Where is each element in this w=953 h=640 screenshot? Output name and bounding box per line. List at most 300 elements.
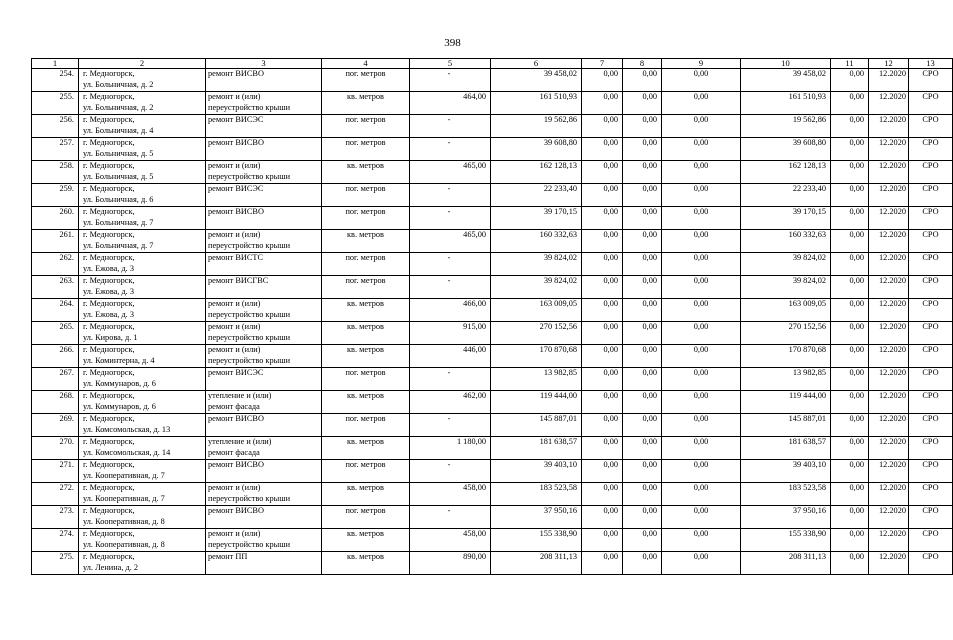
col11-cell: 0,00 [831,552,869,575]
col7-cell: 0,00 [582,460,623,483]
col11-cell: 0,00 [831,69,869,92]
table-row [32,299,953,322]
address-cell-line: ул. Больничная, д. 7 [83,240,154,250]
col9-cell: 0,00 [662,299,741,322]
work-type-cell-line: ремонт ВИСЭС [208,368,264,377]
quantity-cell: - [410,184,491,207]
address-cell-line: г. Медногорск, [83,184,135,193]
method-cell: СРО [909,322,953,345]
column-header-12: 12 [869,59,909,69]
col8-cell: 0,00 [623,506,662,529]
work-type-cell [206,253,322,276]
table-row [32,552,953,575]
col11-cell: 0,00 [831,299,869,322]
unit-cell: пог. метров [322,138,410,161]
col10-cell: 163 009,05 [741,299,831,322]
col11-cell: 0,00 [831,483,869,506]
total-cost-cell: 39 824,02 [491,276,582,299]
deadline-cell: 12.2020 [869,322,909,345]
col7-cell: 0,00 [582,368,623,391]
row-number: 258. [32,161,79,184]
address-cell [79,253,206,276]
address-cell-line: г. Медногорск, [83,506,135,515]
deadline-cell: 12.2020 [869,345,909,368]
method-cell: СРО [909,552,953,575]
work-type-cell-line: ремонт и (или) [208,299,261,308]
col8-cell: 0,00 [623,529,662,552]
address-cell-line: ул. Больничная, д. 7 [83,217,154,227]
total-cost-cell: 37 950,16 [491,506,582,529]
address-cell-line: ул. Больничная, д. 5 [83,171,154,181]
total-cost-cell: 155 338,90 [491,529,582,552]
work-type-cell [206,115,322,138]
work-type-cell [206,529,322,552]
unit-cell: кв. метров [322,299,410,322]
unit-cell: кв. метров [322,322,410,345]
method-cell: СРО [909,69,953,92]
col7-cell: 0,00 [582,529,623,552]
address-cell-line: г. Медногорск, [83,69,135,78]
col8-cell: 0,00 [623,460,662,483]
col10-cell: 39 824,02 [741,276,831,299]
address-cell-line: ул. Кооперативная, д. 8 [83,516,165,526]
method-cell: СРО [909,276,953,299]
work-type-cell-line: ремонт ВИСВО [208,506,264,515]
col8-cell: 0,00 [623,437,662,460]
address-cell [79,207,206,230]
table-row [32,92,953,115]
unit-cell: кв. метров [322,529,410,552]
row-number: 259. [32,184,79,207]
address-cell [79,138,206,161]
col7-cell: 0,00 [582,161,623,184]
total-cost-cell: 183 523,58 [491,483,582,506]
column-header-4: 4 [322,59,410,69]
address-cell-line: г. Медногорск, [83,437,135,446]
table-row [32,345,953,368]
address-cell-line: г. Медногорск, [83,230,135,239]
col9-cell: 0,00 [662,437,741,460]
col10-cell: 170 870,68 [741,345,831,368]
work-type-cell [206,276,322,299]
deadline-cell: 12.2020 [869,207,909,230]
address-cell [79,184,206,207]
address-cell [79,552,206,575]
work-type-cell-line: утепление и (или) [208,437,272,446]
col8-cell: 0,00 [623,483,662,506]
col10-cell: 39 824,02 [741,253,831,276]
deadline-cell: 12.2020 [869,529,909,552]
row-number: 266. [32,345,79,368]
work-type-cell-line: ремонт и (или) [208,322,261,331]
address-cell-line: ул. Больничная, д. 6 [83,194,154,204]
table-row [32,437,953,460]
address-cell-line: ул. Коминтерна, д. 4 [83,355,155,365]
deadline-cell: 12.2020 [869,437,909,460]
work-type-cell-line: ремонт ВИСВО [208,414,264,423]
address-cell-line: г. Медногорск, [83,391,135,400]
method-cell: СРО [909,230,953,253]
work-type-cell-line: ремонт и (или) [208,483,261,492]
address-cell-line: г. Медногорск, [83,529,135,538]
deadline-cell: 12.2020 [869,230,909,253]
quantity-cell: - [410,460,491,483]
row-number: 269. [32,414,79,437]
quantity-cell: - [410,506,491,529]
address-cell-line: ул. Кооперативная, д. 7 [83,493,165,503]
address-cell-line: ул. Больничная, д. 2 [83,79,154,89]
quantity-cell: 446,00 [410,345,491,368]
work-type-cell-line: ремонт ВИСТС [208,253,264,262]
work-type-cell-line: ремонт ВИСВО [208,207,264,216]
work-type-cell [206,460,322,483]
unit-cell: кв. метров [322,552,410,575]
quantity-cell: 890,00 [410,552,491,575]
row-number: 261. [32,230,79,253]
col10-cell: 22 233,40 [741,184,831,207]
row-number: 257. [32,138,79,161]
address-cell [79,161,206,184]
col7-cell: 0,00 [582,552,623,575]
address-cell [79,460,206,483]
quantity-cell: 458,00 [410,529,491,552]
deadline-cell: 12.2020 [869,115,909,138]
col11-cell: 0,00 [831,414,869,437]
page-number: 398 [444,37,461,49]
col8-cell: 0,00 [623,552,662,575]
col9-cell: 0,00 [662,207,741,230]
work-type-cell-line: ремонт и (или) [208,230,261,239]
column-header-11: 11 [831,59,869,69]
total-cost-cell: 181 638,57 [491,437,582,460]
col7-cell: 0,00 [582,138,623,161]
col9-cell: 0,00 [662,368,741,391]
method-cell: СРО [909,161,953,184]
work-type-cell-line: переустройство крыши [208,493,291,503]
col11-cell: 0,00 [831,115,869,138]
quantity-cell: - [410,414,491,437]
unit-cell: пог. метров [322,368,410,391]
deadline-cell: 12.2020 [869,506,909,529]
table-row [32,161,953,184]
work-type-cell [206,207,322,230]
column-header-9: 9 [662,59,741,69]
work-type-cell [206,345,322,368]
col7-cell: 0,00 [582,207,623,230]
address-cell-line: г. Медногорск, [83,299,135,308]
row-number: 260. [32,207,79,230]
total-cost-cell: 119 444,00 [491,391,582,414]
col10-cell: 39 403,10 [741,460,831,483]
method-cell: СРО [909,414,953,437]
deadline-cell: 12.2020 [869,184,909,207]
work-type-cell-line: ремонт и (или) [208,161,261,170]
total-cost-cell: 13 982,85 [491,368,582,391]
address-cell [79,414,206,437]
row-number: 272. [32,483,79,506]
col11-cell: 0,00 [831,345,869,368]
work-type-cell [206,161,322,184]
work-type-cell [206,230,322,253]
table-row [32,506,953,529]
col8-cell: 0,00 [623,322,662,345]
unit-cell: кв. метров [322,345,410,368]
col8-cell: 0,00 [623,345,662,368]
col8-cell: 0,00 [623,299,662,322]
table-row [32,69,953,92]
col9-cell: 0,00 [662,345,741,368]
col7-cell: 0,00 [582,414,623,437]
address-cell-line: г. Медногорск, [83,460,135,469]
deadline-cell: 12.2020 [869,391,909,414]
work-type-cell [206,414,322,437]
col8-cell: 0,00 [623,391,662,414]
quantity-cell: 464,00 [410,92,491,115]
col9-cell: 0,00 [662,529,741,552]
deadline-cell: 12.2020 [869,460,909,483]
work-type-cell-line: ремонт фасада [208,447,260,457]
total-cost-cell: 160 332,63 [491,230,582,253]
col7-cell: 0,00 [582,322,623,345]
deadline-cell: 12.2020 [869,138,909,161]
col9-cell: 0,00 [662,184,741,207]
address-cell-line: г. Медногорск, [83,414,135,423]
address-cell-line: ул. Кооперативная, д. 7 [83,470,165,480]
row-number: 273. [32,506,79,529]
address-cell [79,276,206,299]
method-cell: СРО [909,92,953,115]
address-cell-line: ул. Ленина, д. 2 [83,562,138,572]
deadline-cell: 12.2020 [869,69,909,92]
quantity-cell: 458,00 [410,483,491,506]
quantity-cell: 465,00 [410,230,491,253]
col8-cell: 0,00 [623,161,662,184]
table-row [32,322,953,345]
work-type-cell [206,184,322,207]
quantity-cell: - [410,207,491,230]
col11-cell: 0,00 [831,230,869,253]
row-number: 265. [32,322,79,345]
work-type-cell [206,506,322,529]
work-type-cell-line: ремонт ПП [208,552,248,561]
work-type-cell-line: переустройство крыши [208,309,291,319]
quantity-cell: - [410,69,491,92]
row-number: 264. [32,299,79,322]
col11-cell: 0,00 [831,322,869,345]
table-row [32,368,953,391]
col9-cell: 0,00 [662,115,741,138]
unit-cell: кв. метров [322,483,410,506]
col10-cell: 155 338,90 [741,529,831,552]
method-cell: СРО [909,368,953,391]
quantity-cell: 1 180,00 [410,437,491,460]
address-cell [79,506,206,529]
col10-cell: 161 510,93 [741,92,831,115]
unit-cell: кв. метров [322,92,410,115]
register-table [31,58,953,575]
address-cell-line: г. Медногорск, [83,161,135,170]
col9-cell: 0,00 [662,92,741,115]
deadline-cell: 12.2020 [869,161,909,184]
col9-cell: 0,00 [662,414,741,437]
method-cell: СРО [909,253,953,276]
address-cell-line: г. Медногорск, [83,322,135,331]
address-cell [79,230,206,253]
col11-cell: 0,00 [831,460,869,483]
total-cost-cell: 39 608,80 [491,138,582,161]
unit-cell: пог. метров [322,414,410,437]
col8-cell: 0,00 [623,253,662,276]
table-row [32,230,953,253]
col9-cell: 0,00 [662,322,741,345]
method-cell: СРО [909,299,953,322]
table-row [32,460,953,483]
col10-cell: 145 887,01 [741,414,831,437]
deadline-cell: 12.2020 [869,276,909,299]
method-cell: СРО [909,460,953,483]
unit-cell: кв. метров [322,230,410,253]
total-cost-cell: 162 128,13 [491,161,582,184]
deadline-cell: 12.2020 [869,414,909,437]
address-cell-line: ул. Коммунаров, д. 6 [83,401,156,411]
address-cell [79,92,206,115]
col9-cell: 0,00 [662,506,741,529]
table-row [32,184,953,207]
work-type-cell-line: ремонт ВИСВО [208,138,264,147]
work-type-cell [206,552,322,575]
col11-cell: 0,00 [831,391,869,414]
row-number: 267. [32,368,79,391]
col10-cell: 19 562,86 [741,115,831,138]
work-type-cell [206,437,322,460]
col9-cell: 0,00 [662,230,741,253]
total-cost-cell: 39 824,02 [491,253,582,276]
row-number: 275. [32,552,79,575]
col11-cell: 0,00 [831,276,869,299]
col7-cell: 0,00 [582,115,623,138]
address-cell [79,69,206,92]
col10-cell: 270 152,56 [741,322,831,345]
col9-cell: 0,00 [662,552,741,575]
work-type-cell-line: ремонт ВИСВО [208,69,264,78]
method-cell: СРО [909,207,953,230]
col7-cell: 0,00 [582,299,623,322]
unit-cell: пог. метров [322,207,410,230]
quantity-cell: - [410,138,491,161]
column-header-13: 13 [909,59,953,69]
total-cost-cell: 163 009,05 [491,299,582,322]
column-header-1: 1 [32,59,79,69]
address-cell-line: ул. Комсомольская, д. 14 [83,447,171,457]
address-cell-line: г. Медногорск, [83,368,135,377]
col8-cell: 0,00 [623,69,662,92]
deadline-cell: 12.2020 [869,368,909,391]
col9-cell: 0,00 [662,483,741,506]
unit-cell: кв. метров [322,161,410,184]
work-type-cell [206,368,322,391]
method-cell: СРО [909,437,953,460]
address-cell [79,529,206,552]
column-header-6: 6 [491,59,582,69]
col11-cell: 0,00 [831,368,869,391]
col10-cell: 162 128,13 [741,161,831,184]
work-type-cell-line: переустройство крыши [208,171,291,181]
address-cell-line: ул. Больничная, д. 4 [83,125,154,135]
quantity-cell: - [410,368,491,391]
total-cost-cell: 39 170,15 [491,207,582,230]
col11-cell: 0,00 [831,92,869,115]
method-cell: СРО [909,483,953,506]
address-cell-line: г. Медногорск, [83,253,135,262]
total-cost-cell: 19 562,86 [491,115,582,138]
work-type-cell [206,69,322,92]
address-cell [79,345,206,368]
row-number: 270. [32,437,79,460]
work-type-cell-line: ремонт и (или) [208,345,261,354]
col7-cell: 0,00 [582,253,623,276]
row-number: 263. [32,276,79,299]
quantity-cell: - [410,115,491,138]
unit-cell: пог. метров [322,184,410,207]
column-header-7: 7 [582,59,623,69]
row-number: 274. [32,529,79,552]
col8-cell: 0,00 [623,414,662,437]
table-row [32,253,953,276]
method-cell: СРО [909,345,953,368]
deadline-cell: 12.2020 [869,299,909,322]
col9-cell: 0,00 [662,460,741,483]
work-type-cell-line: переустройство крыши [208,539,291,549]
address-cell-line: ул. Кирова, д. 1 [83,332,138,342]
work-type-cell-line: переустройство крыши [208,355,291,365]
col11-cell: 0,00 [831,529,869,552]
address-cell-line: г. Медногорск, [83,138,135,147]
work-type-cell-line: переустройство крыши [208,240,291,250]
col11-cell: 0,00 [831,506,869,529]
col11-cell: 0,00 [831,184,869,207]
column-header-10: 10 [741,59,831,69]
col9-cell: 0,00 [662,391,741,414]
col10-cell: 37 950,16 [741,506,831,529]
deadline-cell: 12.2020 [869,92,909,115]
address-cell [79,322,206,345]
work-type-cell-line: ремонт ВИСГВС [208,276,269,285]
work-type-cell-line: ремонт ВИСВО [208,460,264,469]
col8-cell: 0,00 [623,115,662,138]
col11-cell: 0,00 [831,161,869,184]
col10-cell: 208 311,13 [741,552,831,575]
col7-cell: 0,00 [582,184,623,207]
total-cost-cell: 22 233,40 [491,184,582,207]
col8-cell: 0,00 [623,207,662,230]
row-number: 254. [32,69,79,92]
address-cell-line: ул. Ежова, д. 3 [83,286,134,296]
work-type-cell [206,391,322,414]
quantity-cell: 466,00 [410,299,491,322]
work-type-cell-line: переустройство крыши [208,102,291,112]
total-cost-cell: 161 510,93 [491,92,582,115]
unit-cell: пог. метров [322,276,410,299]
work-type-cell-line: ремонт и (или) [208,529,261,538]
col7-cell: 0,00 [582,345,623,368]
quantity-cell: 465,00 [410,161,491,184]
total-cost-cell: 145 887,01 [491,414,582,437]
address-cell-line: г. Медногорск, [83,92,135,101]
address-cell [79,115,206,138]
unit-cell: кв. метров [322,437,410,460]
address-cell-line: ул. Коммунаров, д. 6 [83,378,156,388]
work-type-cell [206,138,322,161]
